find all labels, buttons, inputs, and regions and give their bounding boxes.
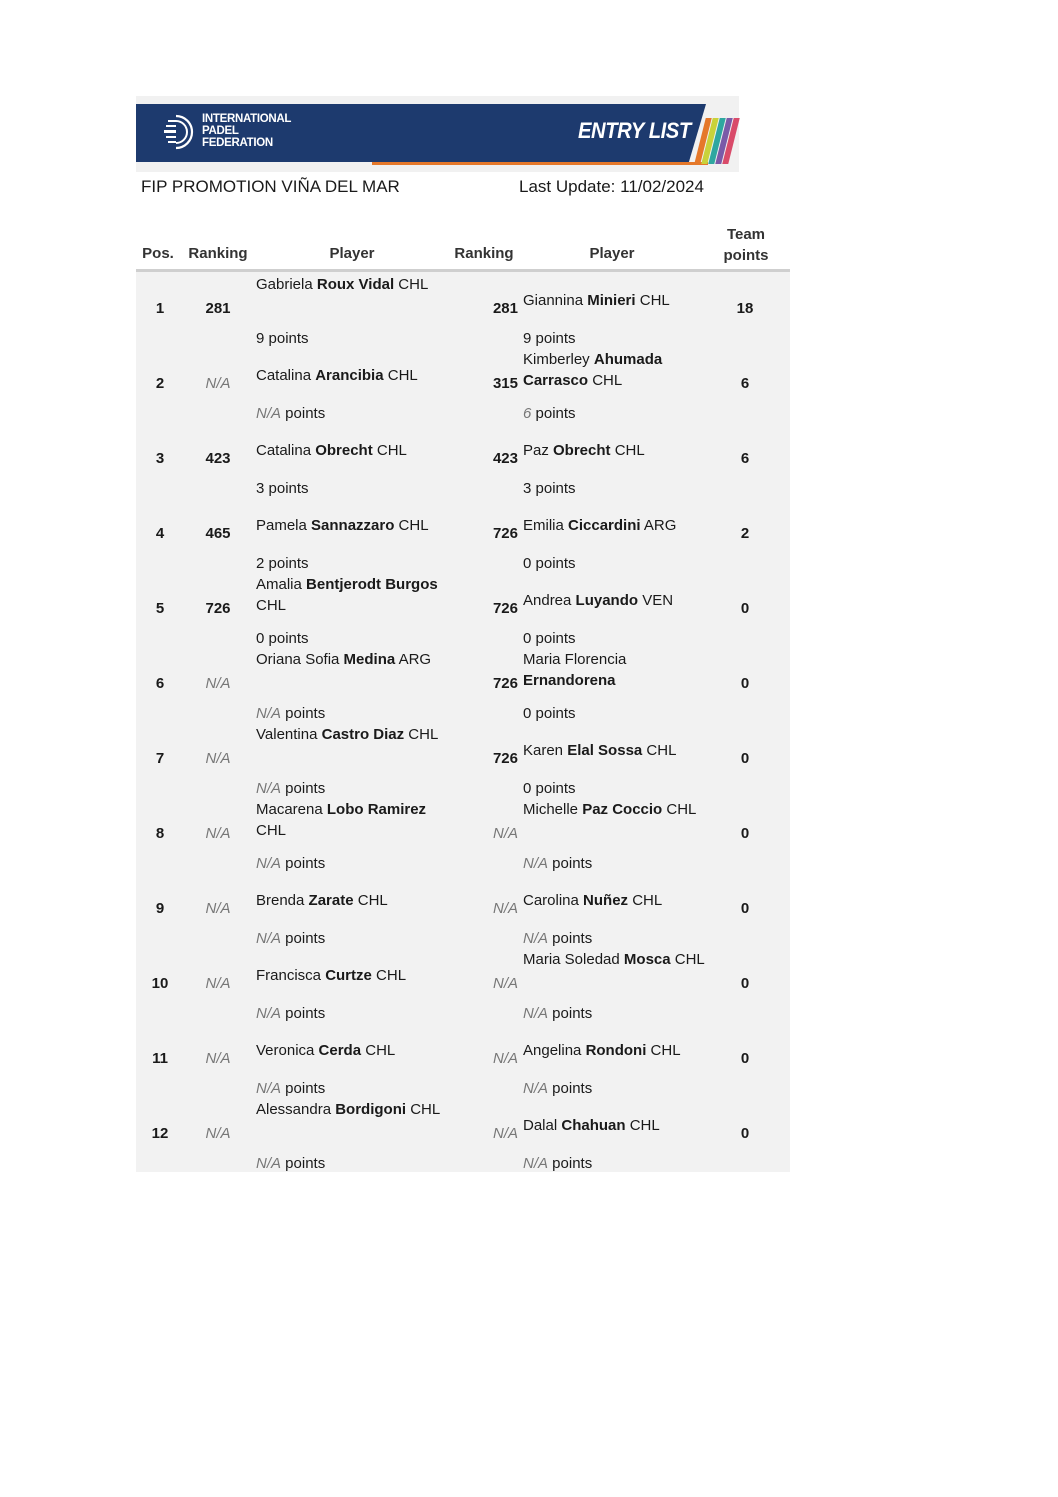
last-update: Last Update: 11/02/2024 (519, 177, 704, 196)
col-player-2: Player (589, 245, 635, 262)
row-position: 8 (155, 825, 165, 842)
team-points: 0 (740, 975, 750, 992)
points-label: points (548, 1005, 593, 1022)
points-value: 2 (256, 555, 265, 572)
points-value: 0 (256, 630, 265, 647)
player-points (256, 853, 325, 874)
table-row (136, 947, 790, 1022)
ranking-2: 726 (492, 525, 518, 542)
points-value: 0 (523, 555, 532, 572)
player-first-name: Catalina (256, 367, 316, 384)
ranking-1: 423 (205, 450, 231, 467)
col-ranking-2: Ranking (454, 245, 514, 262)
player-last-name: Rondoni (585, 1042, 647, 1059)
table-row (136, 272, 790, 347)
player-points (523, 628, 576, 649)
player-name (256, 724, 446, 745)
points-label: points (281, 930, 326, 947)
player-country: CHL (394, 276, 429, 293)
col-pos: Pos. (142, 245, 174, 262)
player-country: ARG (640, 517, 677, 534)
points-label: points (548, 855, 593, 872)
points-value: N/A (523, 855, 549, 872)
player-last-name: Ahumada Carrasco (523, 351, 663, 389)
player-first-name: Macarena (256, 801, 327, 818)
col-ranking-1: Ranking (188, 245, 248, 262)
ranking-2: N/A (492, 825, 518, 842)
ranking-2: 315 (492, 375, 518, 392)
points-value: N/A (256, 1005, 282, 1022)
player-points (523, 1153, 592, 1174)
ranking-2: N/A (492, 900, 518, 917)
player-points (523, 1078, 592, 1099)
player-country: CHL (256, 597, 287, 614)
points-label: points (281, 1005, 326, 1022)
player-points (256, 553, 309, 574)
player-last-name: Bentjerodt Burgos (306, 576, 438, 593)
player-points (523, 853, 592, 874)
team-points: 0 (740, 1125, 750, 1142)
points-label: points (264, 480, 309, 497)
points-value: 0 (523, 705, 532, 722)
ranking-2: 726 (492, 675, 518, 692)
points-value: N/A (523, 1005, 549, 1022)
banner-stripes-icon (698, 118, 734, 164)
ranking-1: N/A (205, 375, 231, 392)
points-value: 0 (523, 780, 532, 797)
ranking-1: N/A (205, 825, 231, 842)
ranking-1: N/A (205, 975, 231, 992)
player-name (523, 349, 713, 391)
ranking-1: N/A (205, 1050, 231, 1067)
player-first-name: Francisca (256, 967, 326, 984)
player-name (256, 515, 446, 536)
team-points: 2 (740, 525, 750, 542)
player-first-name: Veronica (256, 1042, 319, 1059)
player-first-name: Emilia (523, 517, 569, 534)
points-value: 9 (523, 330, 532, 347)
points-label: points (531, 405, 576, 422)
ranking-2: N/A (492, 975, 518, 992)
player-name (523, 649, 713, 691)
player-country: CHL (588, 372, 623, 389)
player-country: CHL (383, 367, 418, 384)
player-points (256, 628, 309, 649)
player-last-name: Ciccardini (568, 517, 641, 534)
player-name (256, 274, 446, 295)
table-row (136, 647, 790, 722)
points-value: N/A (256, 405, 282, 422)
points-label: points (531, 705, 576, 722)
row-position: 9 (155, 900, 165, 917)
player-name (256, 365, 446, 386)
player-last-name: Obrecht (315, 442, 373, 459)
player-points (256, 403, 325, 424)
table-row (136, 347, 790, 422)
player-name (523, 1115, 713, 1136)
ranking-1: 465 (205, 525, 231, 542)
team-points: 0 (740, 900, 750, 917)
points-label: points (264, 330, 309, 347)
player-first-name: Carolina (523, 892, 584, 909)
player-country: CHL (371, 967, 407, 984)
col-team-points: Team points (723, 226, 769, 264)
table-row (136, 722, 790, 797)
ranking-1: N/A (205, 900, 231, 917)
entry-list-banner (136, 96, 739, 172)
team-points: 18 (736, 300, 754, 317)
points-value: N/A (523, 1080, 549, 1097)
ranking-2: N/A (492, 1125, 518, 1142)
points-value: N/A (256, 1080, 282, 1097)
points-value: 0 (523, 630, 532, 647)
team-points: 0 (740, 675, 750, 692)
points-label: points (281, 1155, 326, 1172)
player-country: ARG (395, 651, 432, 668)
player-points (523, 703, 576, 724)
row-position: 6 (155, 675, 165, 692)
tournament-name: FIP PROMOTION VIÑA DEL MAR (141, 177, 400, 196)
player-country: CHL (662, 801, 697, 818)
player-name (523, 949, 713, 970)
player-name (256, 965, 446, 986)
table-row (136, 497, 790, 572)
points-value: 6 (523, 405, 532, 422)
player-last-name: Arancibia (315, 367, 384, 384)
player-name (523, 1040, 713, 1061)
banner-accent-line (372, 162, 708, 165)
player-last-name: Medina (343, 651, 396, 668)
player-country: CHL (406, 1101, 441, 1118)
points-label: points (531, 630, 576, 647)
player-points (256, 1003, 325, 1024)
player-first-name: Valentina (256, 726, 322, 743)
player-country: CHL (256, 822, 287, 839)
row-position: 1 (155, 300, 165, 317)
player-first-name: Catalina (256, 442, 316, 459)
player-name (523, 890, 713, 911)
player-points (523, 1003, 592, 1024)
player-first-name: Karen (523, 742, 568, 759)
player-country: VEN (638, 592, 674, 609)
points-label: points (281, 705, 326, 722)
ranking-2: 726 (492, 600, 518, 617)
player-last-name: Bordigoni (335, 1101, 407, 1118)
player-first-name: Maria Soledad (523, 951, 624, 968)
player-points (523, 328, 576, 349)
points-label: points (548, 930, 593, 947)
player-country: CHL (628, 892, 663, 909)
player-first-name: Gabriela (256, 276, 317, 293)
points-label: points (264, 630, 309, 647)
player-points (256, 1153, 325, 1174)
points-label: points (281, 1080, 326, 1097)
points-value: N/A (523, 1155, 549, 1172)
points-value: N/A (256, 780, 282, 797)
points-value: N/A (523, 930, 549, 947)
player-last-name: Obrecht (553, 442, 611, 459)
team-points: 0 (740, 750, 750, 767)
points-value: N/A (256, 705, 282, 722)
player-last-name: Curtze (325, 967, 372, 984)
row-position: 5 (155, 600, 165, 617)
player-points (523, 553, 576, 574)
player-last-name: Sannazzaro (311, 517, 395, 534)
col-player-1: Player (329, 245, 375, 262)
row-position: 7 (155, 750, 165, 767)
player-last-name: Paz Coccio (582, 801, 663, 818)
fip-logo-icon (162, 112, 196, 152)
player-last-name: Minieri (587, 292, 636, 309)
player-country: CHL (361, 1042, 396, 1059)
player-last-name: Castro Diaz (321, 726, 405, 743)
player-last-name: Roux Vidal (316, 276, 395, 293)
player-points (523, 403, 576, 424)
points-label: points (281, 855, 326, 872)
player-first-name: Angelina (523, 1042, 586, 1059)
points-label: points (531, 555, 576, 572)
team-points: 0 (740, 825, 750, 842)
points-value: N/A (256, 930, 282, 947)
row-position: 12 (151, 1125, 169, 1142)
player-name (523, 740, 713, 761)
player-country: CHL (610, 442, 645, 459)
player-points (256, 478, 309, 499)
player-name (523, 515, 713, 536)
points-label: points (531, 780, 576, 797)
table-row (136, 872, 790, 947)
team-points: 0 (740, 1050, 750, 1067)
player-country: CHL (646, 1042, 681, 1059)
player-points (256, 1078, 325, 1099)
player-last-name: Chahuan (561, 1117, 626, 1134)
player-points (256, 703, 325, 724)
points-value: N/A (256, 855, 282, 872)
player-last-name: Ernandorena (523, 672, 616, 689)
ranking-2: 726 (492, 750, 518, 767)
team-points: 0 (740, 600, 750, 617)
player-first-name: Kimberley (523, 351, 594, 368)
table-row (136, 797, 790, 872)
player-country: CHL (642, 742, 677, 759)
player-country: CHL (353, 892, 388, 909)
player-first-name: Dalal (523, 1117, 562, 1134)
ranking-2: 281 (492, 300, 518, 317)
points-label: points (531, 480, 576, 497)
ranking-1: 281 (205, 300, 231, 317)
player-first-name: Pamela (256, 517, 312, 534)
player-first-name: Brenda (256, 892, 309, 909)
points-label: points (281, 405, 326, 422)
player-first-name: Alessandra (256, 1101, 336, 1118)
player-first-name: Michelle (523, 801, 583, 818)
row-position: 3 (155, 450, 165, 467)
points-label: points (531, 330, 576, 347)
table-row (136, 572, 790, 647)
player-last-name: Luyando (575, 592, 639, 609)
player-last-name: Lobo Ramirez (326, 801, 427, 818)
player-first-name: Giannina (523, 292, 588, 309)
table-row (136, 422, 790, 497)
points-value: 9 (256, 330, 265, 347)
player-name (523, 590, 713, 611)
ranking-1: 726 (205, 600, 231, 617)
points-label: points (281, 780, 326, 797)
banner-title: ENTRY LIST (578, 118, 691, 143)
player-country: CHL (404, 726, 439, 743)
player-name (256, 890, 446, 911)
player-points (523, 928, 592, 949)
player-first-name: Amalia (256, 576, 307, 593)
points-value: 3 (256, 480, 265, 497)
points-value: 3 (523, 480, 532, 497)
table-row (136, 1097, 790, 1172)
row-position: 4 (155, 525, 165, 542)
player-points (523, 778, 576, 799)
points-value: N/A (256, 1155, 282, 1172)
ranking-2: 423 (492, 450, 518, 467)
player-first-name: Andrea (523, 592, 576, 609)
player-last-name: Cerda (318, 1042, 362, 1059)
player-name (523, 440, 713, 461)
player-country: CHL (625, 1117, 660, 1134)
player-last-name: Mosca (623, 951, 671, 968)
player-points (256, 928, 325, 949)
player-first-name: Oriana Sofia (256, 651, 344, 668)
player-name (256, 799, 446, 841)
points-label: points (548, 1080, 593, 1097)
player-name (256, 1040, 446, 1061)
ranking-1: N/A (205, 1125, 231, 1142)
player-name (523, 290, 713, 311)
ranking-2: N/A (492, 1050, 518, 1067)
org-name: INTERNATIONAL PADEL FEDERATION (202, 113, 292, 149)
ranking-1: N/A (205, 750, 231, 767)
points-label: points (548, 1155, 593, 1172)
row-position: 10 (151, 975, 169, 992)
player-name (523, 799, 713, 820)
player-country: CHL (670, 951, 705, 968)
team-points: 6 (740, 450, 750, 467)
team-points: 6 (740, 375, 750, 392)
row-position: 11 (152, 1050, 168, 1067)
player-name (256, 440, 446, 461)
ranking-1: N/A (205, 675, 231, 692)
player-country: CHL (635, 292, 670, 309)
player-points (256, 328, 309, 349)
player-points (523, 478, 576, 499)
player-last-name: Elal Sossa (567, 742, 643, 759)
player-name (256, 574, 446, 616)
table-row (136, 1022, 790, 1097)
player-last-name: Zarate (308, 892, 354, 909)
points-label: points (264, 555, 309, 572)
player-country: CHL (394, 517, 429, 534)
player-country: CHL (372, 442, 407, 459)
player-name (256, 649, 446, 670)
row-position: 2 (155, 375, 165, 392)
player-name (256, 1099, 446, 1120)
player-first-name: Paz (523, 442, 554, 459)
player-points (256, 778, 325, 799)
player-last-name: Nuñez (583, 892, 629, 909)
player-first-name: Maria Florencia (523, 651, 627, 668)
